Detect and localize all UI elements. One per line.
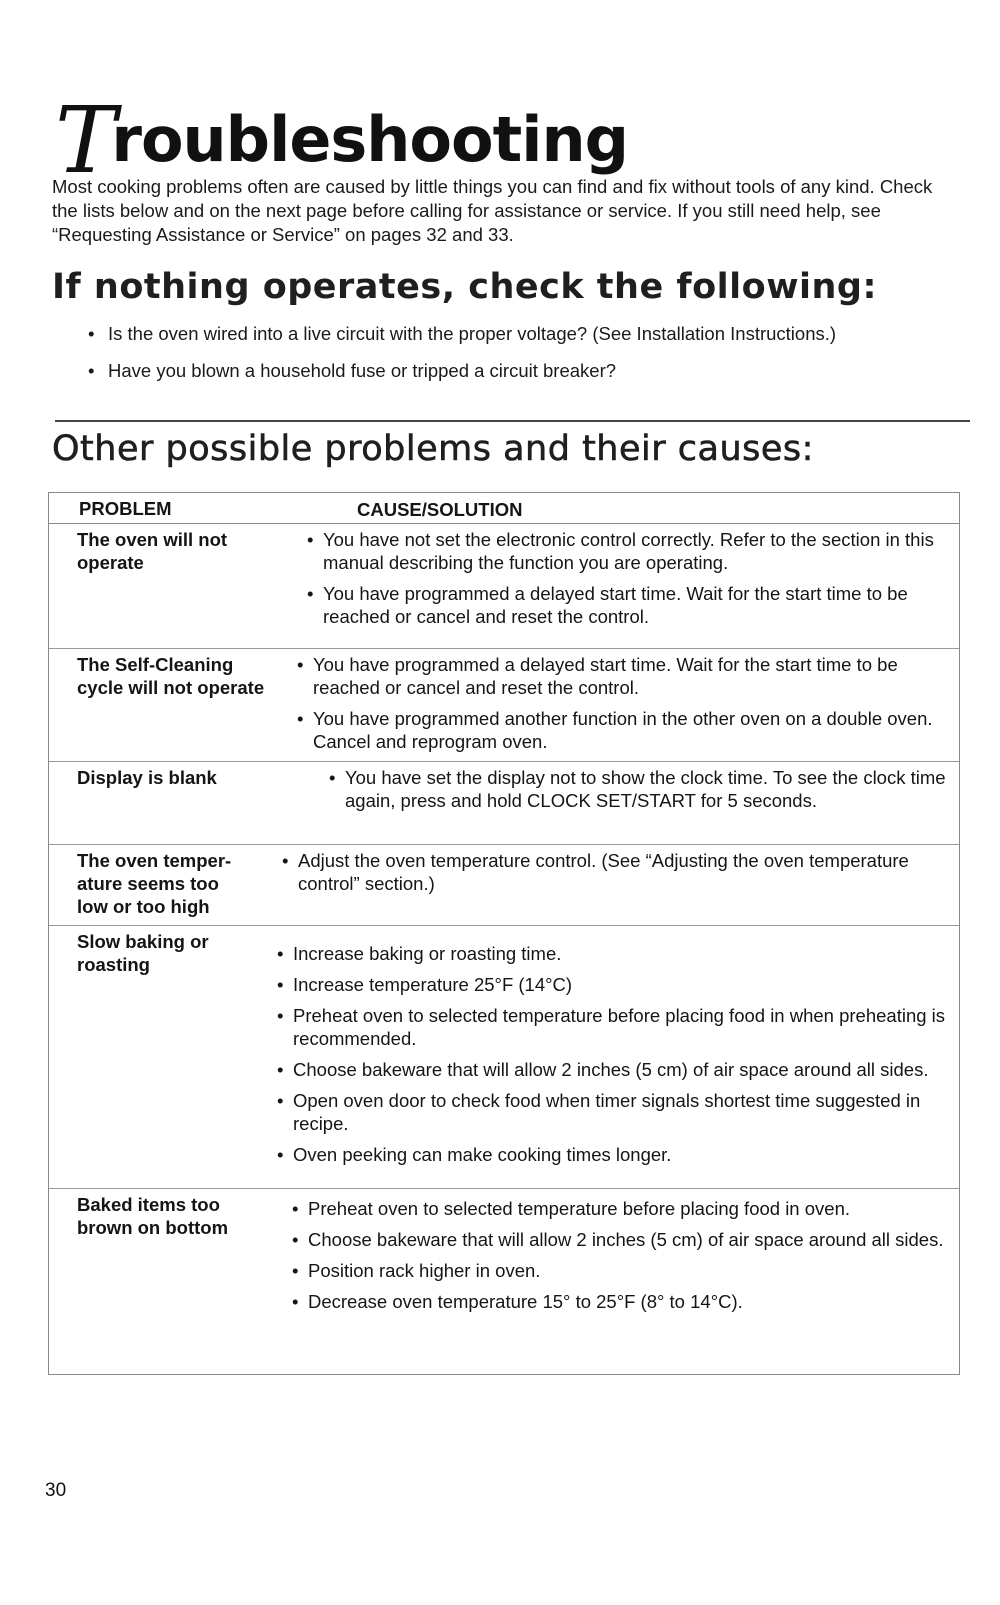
page-number: 30 bbox=[45, 1480, 67, 1501]
solution-item: • Increase temperature 25°F (14°C) bbox=[275, 973, 951, 996]
table-row bbox=[49, 926, 959, 1189]
title-rest: roubleshooting bbox=[111, 103, 629, 177]
solution-item: • Increase baking or roasting time. bbox=[275, 942, 951, 965]
checklist-item: • Is the oven wired into a live circuit with the proper voltage? (See Installation Instructions.) bbox=[88, 322, 888, 345]
problems-table bbox=[48, 492, 960, 1375]
solution-item: • Adjust the oven temperature control. (See “Adjusting the oven temperature control” section.) bbox=[280, 849, 951, 895]
solution-item: • You have not set the electronic control correctly. Refer to the section in this manual describing the function you are operating. bbox=[305, 528, 951, 574]
solution-item: • Choose bakeware that will allow 2 inches (5 cm) of air space around all sides. bbox=[275, 1058, 951, 1081]
solution-item: • Choose bakeware that will allow 2 inches (5 cm) of air space around all sides. bbox=[290, 1228, 951, 1251]
solution-item: • You have programmed a delayed start time. Wait for the start time to be reached or cancel and reset the control. bbox=[295, 653, 951, 699]
other-problems-heading: Other possible problems and their causes: bbox=[52, 429, 814, 469]
solution-item: • Decrease oven temperature 15° to 25°F (8° to 14°C). bbox=[290, 1290, 951, 1313]
nothing-operates-list bbox=[88, 322, 888, 396]
table-row bbox=[49, 762, 959, 845]
title-initial: T bbox=[55, 86, 116, 194]
problem-cell: Display is blank bbox=[77, 767, 217, 788]
problem-cell: The oven will not operate bbox=[77, 529, 228, 573]
intro-paragraph: Most cooking problems often are caused by little things you can find and fix without tools of any kind. Check the lists below and on the next page before calling for assistance or service. If you still need help, see “Requesting Assistance or Service” on pages 32 and 33. bbox=[52, 176, 933, 245]
solution-item: • Preheat oven to selected temperature before placing food in oven. bbox=[290, 1197, 951, 1220]
solution-item: • Preheat oven to selected temperature before placing food in when preheating is recommended. bbox=[275, 1004, 951, 1050]
checklist-item: • Have you blown a household fuse or tripped a circuit breaker? bbox=[88, 359, 888, 382]
page-title bbox=[55, 86, 629, 194]
column-header-cause-solution: CAUSE/SOLUTION bbox=[357, 499, 523, 520]
problem-cell: The Self-Cleaning cycle will not operate bbox=[77, 654, 265, 698]
table-header bbox=[49, 492, 959, 524]
solution-item: • You have programmed a delayed start time. Wait for the start time to be reached or cancel and reset the control. bbox=[305, 582, 951, 628]
problem-cell: The oven temper- ature seems too low or too high bbox=[77, 850, 232, 917]
solution-item: • Open oven door to check food when timer signals shortest time suggested in recipe. bbox=[275, 1089, 951, 1135]
table-row bbox=[49, 845, 959, 926]
table-row bbox=[49, 1189, 959, 1374]
nothing-operates-heading: If nothing operates, check the following: bbox=[52, 267, 877, 307]
section-divider bbox=[55, 420, 970, 422]
table-row bbox=[49, 524, 959, 649]
solution-item: • You have set the display not to show the clock time. To see the clock time again, press and hold CLOCK SET/START for 5 seconds. bbox=[327, 766, 951, 812]
table-row bbox=[49, 649, 959, 762]
column-header-problem: PROBLEM bbox=[79, 498, 172, 519]
solution-item: • Position rack higher in oven. bbox=[290, 1259, 951, 1282]
problem-cell: Baked items too brown on bottom bbox=[77, 1194, 229, 1238]
problem-cell: Slow baking or roasting bbox=[77, 931, 209, 975]
solution-item: • Oven peeking can make cooking times longer. bbox=[275, 1143, 951, 1166]
solution-item: • You have programmed another function in the other oven on a double oven. Cancel and reprogram oven. bbox=[295, 707, 951, 753]
